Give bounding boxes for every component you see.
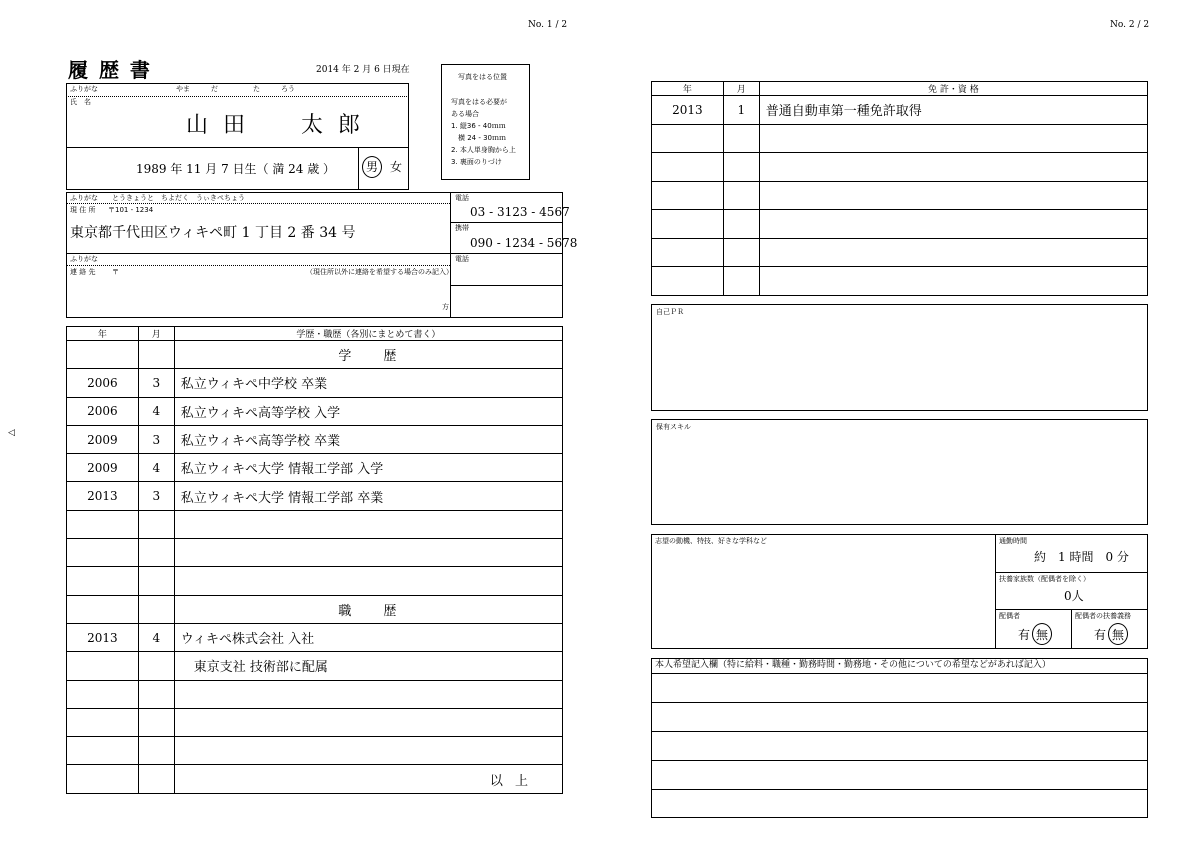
wishes-label: 本人希望記入欄（特に給料・職種・勤務時間・勤務地・その他についての希望などがあれば記入） <box>655 660 1051 670</box>
wishes-line <box>651 789 1148 790</box>
license-month <box>723 181 759 210</box>
history-year: 2009 <box>67 454 139 482</box>
history-row <box>67 425 563 453</box>
spouse-support-label: 配偶者の扶養義務 <box>1075 612 1131 620</box>
license-month <box>723 124 759 153</box>
history-month <box>138 341 174 369</box>
address-furigana-label: ふりがな <box>70 194 98 202</box>
history-table <box>66 326 563 794</box>
dependents-label: 扶養家族数（配偶者を除く） <box>999 575 1090 583</box>
history-year <box>67 765 139 793</box>
self-pr-label: 自己ＰＲ <box>656 308 684 316</box>
license-row <box>652 238 1148 267</box>
history-row <box>67 510 563 538</box>
license-row <box>652 124 1148 153</box>
license-content <box>759 181 1147 210</box>
history-month <box>138 680 174 708</box>
history-row <box>67 765 563 793</box>
history-col-month: 月 <box>138 327 174 341</box>
history-month <box>138 708 174 736</box>
photo-line: 横 24 - 30ｍｍ <box>451 134 507 142</box>
history-row <box>67 737 563 765</box>
address-postal: 〒101 - 1234 <box>108 206 154 214</box>
license-content <box>759 153 1147 182</box>
mobile-label: 携帯 <box>455 224 469 232</box>
license-content: 普通自動車第一種免許取得 <box>759 96 1147 125</box>
motivation-label: 志望の動機、特技、好きな学科など <box>655 537 767 545</box>
license-content <box>759 267 1147 296</box>
history-col-year: 年 <box>67 327 139 341</box>
full-name: 山 田 太 郎 <box>186 113 364 138</box>
history-year <box>67 708 139 736</box>
license-month <box>723 267 759 296</box>
history-content: 私立ウィキペ中学校 卒業 <box>174 369 562 397</box>
license-year <box>652 238 724 267</box>
photo-line: 1. 縦36 - 40ｍｍ <box>451 122 506 130</box>
history-row <box>67 595 563 623</box>
license-col-month: 月 <box>723 82 759 96</box>
license-row <box>652 181 1148 210</box>
history-month <box>138 737 174 765</box>
history-month: 3 <box>138 482 174 510</box>
history-month <box>138 539 174 567</box>
license-month <box>723 153 759 182</box>
history-month <box>138 765 174 793</box>
license-content <box>759 210 1147 239</box>
photo-box <box>441 64 530 180</box>
license-row <box>652 96 1148 125</box>
history-year: 2013 <box>67 482 139 510</box>
gender-female: 女 <box>390 160 403 174</box>
history-content: 以 上 <box>174 765 562 793</box>
license-row <box>652 210 1148 239</box>
name-furigana-label: ふりがな <box>70 85 98 93</box>
history-row <box>67 680 563 708</box>
license-year <box>652 210 724 239</box>
history-header-row <box>67 327 563 341</box>
history-month: 4 <box>138 397 174 425</box>
history-year <box>67 539 139 567</box>
photo-line: 3. 裏面のりづけ <box>451 158 502 166</box>
license-month <box>723 210 759 239</box>
history-month <box>138 595 174 623</box>
history-content: 私立ウィキペ大学 情報工学部 入学 <box>174 454 562 482</box>
mobile-value: 090 - 1234 - 5678 <box>470 236 578 250</box>
date-current: 2014 年 2 月 6 日現在 <box>316 65 410 75</box>
history-month: 3 <box>138 369 174 397</box>
history-year <box>67 341 139 369</box>
history-content: 学 歴 <box>174 341 562 369</box>
wishes-box <box>651 658 1148 818</box>
wishes-line <box>651 760 1148 761</box>
skills-box <box>651 419 1148 525</box>
contact-suffix: 方 <box>442 303 449 311</box>
wishes-line <box>651 731 1148 732</box>
history-row <box>67 482 563 510</box>
name-label: 氏 名 <box>70 98 91 106</box>
contact-note: （現住所以外に連絡を希望する場合のみ記入） <box>306 268 453 276</box>
page-number-1: No. 1 / 2 <box>528 20 568 30</box>
history-content: 職 歴 <box>174 595 562 623</box>
license-year <box>652 124 724 153</box>
history-year <box>67 737 139 765</box>
contact-furigana-label: ふりがな <box>70 255 98 263</box>
history-year: 2009 <box>67 425 139 453</box>
dependents-value: 0人 <box>1064 589 1084 603</box>
spouse-yes: 有 <box>1018 628 1031 642</box>
skills-label: 保有スキル <box>656 423 691 431</box>
history-row <box>67 539 563 567</box>
history-month: 3 <box>138 425 174 453</box>
tel-value: 03 - 3123 - 4567 <box>470 205 570 219</box>
name-furigana: やま だ た ろう <box>176 85 295 93</box>
self-pr-box <box>651 304 1148 411</box>
history-year <box>67 567 139 595</box>
history-row <box>67 454 563 482</box>
commute-value: 約 1 時間 0 分 <box>1034 550 1129 564</box>
history-row <box>67 369 563 397</box>
history-year <box>67 595 139 623</box>
license-row <box>652 153 1148 182</box>
license-month: 1 <box>723 96 759 125</box>
spouse-support-no: 無 <box>1112 628 1125 642</box>
address-furigana: とうきょうと ちよだく うぃきぺちょう <box>112 194 245 202</box>
address-label: 現 住 所 <box>70 206 96 214</box>
resume-title: 履 歴 書 <box>68 58 152 82</box>
history-content <box>174 680 562 708</box>
gender-male: 男 <box>366 160 379 174</box>
photo-line: ある場合 <box>451 110 479 118</box>
license-year <box>652 181 724 210</box>
contact-tel-label: 電話 <box>455 255 469 263</box>
history-month: 4 <box>138 623 174 651</box>
license-row <box>652 267 1148 296</box>
photo-line: 写真をはる必要が <box>451 98 507 106</box>
license-month <box>723 238 759 267</box>
contact-label: 連 絡 先 <box>70 268 96 276</box>
history-row <box>67 652 563 680</box>
spouse-no: 無 <box>1036 628 1049 642</box>
spouse-support-yes: 有 <box>1094 628 1107 642</box>
history-col-content: 学歴・職歴（各別にまとめて書く） <box>174 327 562 341</box>
commute-label: 通勤時間 <box>999 537 1027 545</box>
history-year: 2013 <box>67 623 139 651</box>
history-year <box>67 510 139 538</box>
photo-line: 2. 本人単身胸から上 <box>451 146 516 154</box>
side-marker-icon: ◁ <box>8 428 15 438</box>
history-content <box>174 737 562 765</box>
history-row <box>67 341 563 369</box>
license-year <box>652 153 724 182</box>
history-row <box>67 567 563 595</box>
license-header-row <box>652 82 1148 96</box>
history-month: 4 <box>138 454 174 482</box>
license-year <box>652 267 724 296</box>
tel-label: 電話 <box>455 194 469 202</box>
history-year: 2006 <box>67 397 139 425</box>
history-year <box>67 680 139 708</box>
history-row <box>67 397 563 425</box>
history-month <box>138 510 174 538</box>
contact-postal: 〒 <box>112 268 119 276</box>
history-content: 私立ウィキペ高等学校 卒業 <box>174 425 562 453</box>
history-year <box>67 652 139 680</box>
license-table <box>651 81 1148 296</box>
birth-date: 1989 年 11 月 7 日生（ 満 24 歳 ） <box>136 162 336 176</box>
history-content <box>174 539 562 567</box>
history-row <box>67 623 563 651</box>
history-content: ウィキペ株式会社 入社 <box>174 623 562 651</box>
wishes-line <box>651 673 1148 674</box>
license-year: 2013 <box>652 96 724 125</box>
history-content <box>174 567 562 595</box>
license-content <box>759 238 1147 267</box>
history-month <box>138 567 174 595</box>
photo-title: 写真をはる位置 <box>458 73 507 81</box>
license-content <box>759 124 1147 153</box>
address-value: 東京都千代田区ウィキペ町 1 丁目 2 番 34 号 <box>70 225 356 241</box>
license-col-year: 年 <box>652 82 724 96</box>
license-col-content: 免 許・資 格 <box>759 82 1147 96</box>
history-content: 私立ウィキペ高等学校 入学 <box>174 397 562 425</box>
history-content <box>174 708 562 736</box>
history-year: 2006 <box>67 369 139 397</box>
history-row <box>67 708 563 736</box>
history-month <box>138 652 174 680</box>
wishes-line <box>651 702 1148 703</box>
history-content: 私立ウィキペ大学 情報工学部 卒業 <box>174 482 562 510</box>
page-number-2: No. 2 / 2 <box>1110 20 1150 30</box>
spouse-label: 配偶者 <box>999 612 1020 620</box>
history-content <box>174 510 562 538</box>
history-content: 東京支社 技術部に配属 <box>174 652 562 680</box>
